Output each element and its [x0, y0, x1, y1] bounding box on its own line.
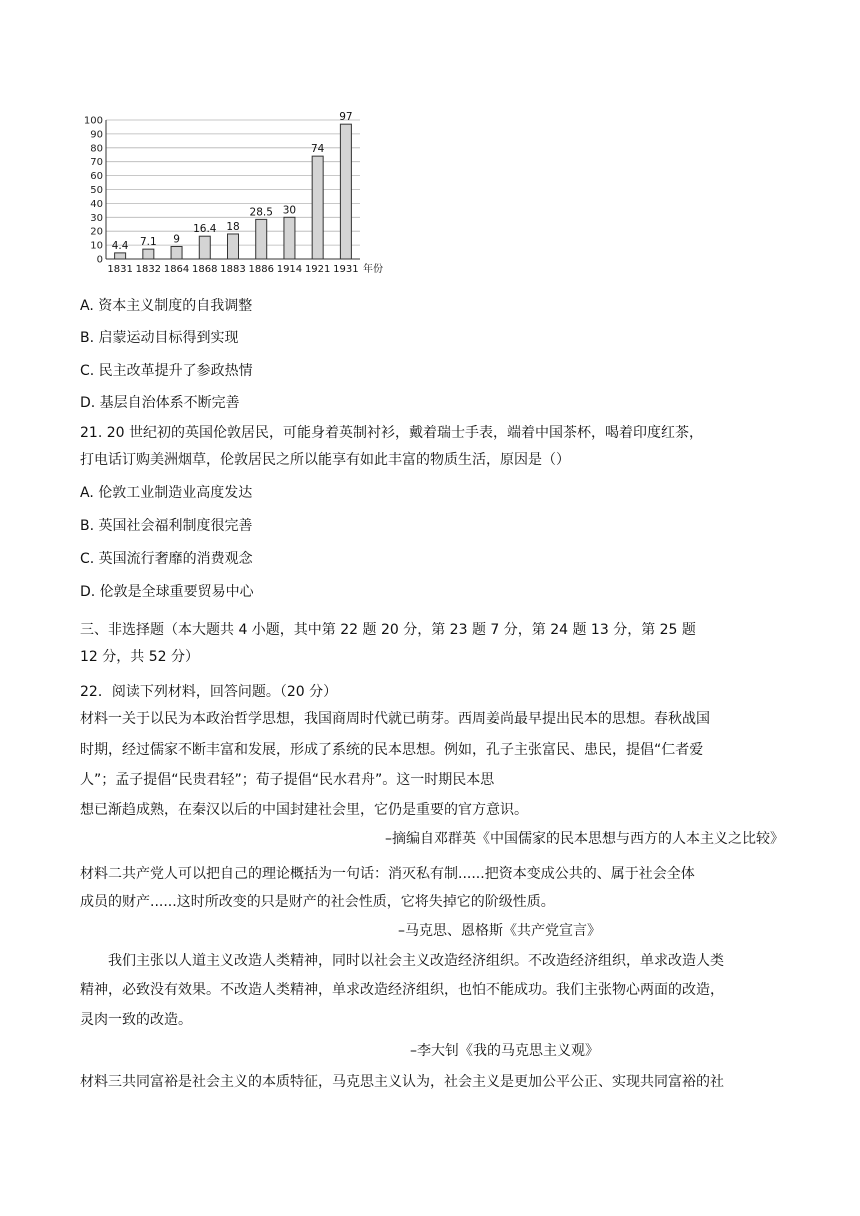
q21-option-c: C. 英国流行奢靡的消费观念	[80, 551, 253, 567]
y-tick-label: 70	[90, 157, 103, 169]
x-axis-label: 年份	[363, 264, 383, 274]
bar	[199, 236, 210, 259]
q20-option-c: C. 民主改革提升了参政热情	[80, 363, 253, 379]
bar-value-label: 7.1	[139, 236, 157, 249]
bar-value-label: 30	[282, 204, 297, 217]
material1-line2: 时期，经过儒家不断丰富和发展，形成了系统的民本思想。例如，孔子主张富民、患民，提倡“仁者爱	[80, 742, 704, 758]
material1-source: –摘编自邓群英《中国儒家的民本思想与西方的人本主义之比较》	[385, 831, 784, 847]
material2-source: –马克思、恩格斯《共产党宣言》	[398, 923, 601, 939]
bar-value-label: 28.5	[249, 206, 273, 219]
bar-value-label: 4.4	[111, 239, 129, 252]
x-tick-label: 1864	[163, 264, 190, 274]
q20-option-a: A. 资本主义制度的自我调整	[80, 298, 253, 314]
y-tick-label: 100	[83, 115, 103, 127]
bar-value-label: 74	[310, 143, 325, 156]
y-tick-label: 40	[90, 198, 103, 210]
x-tick-label: 1921	[304, 264, 331, 274]
section3-heading-line1: 三、非选择题（本大题共 4 小题，其中第 22 题 20 分，第 23 题 7 分，第 24 题 13 分，第 25 题	[80, 622, 696, 638]
x-tick-label: 1832	[135, 264, 162, 274]
bar	[143, 249, 154, 259]
y-tick-label: 10	[90, 240, 103, 252]
material2-line1: 材料二共产党人可以把自己的理论概括为一句话：消灭私有制......把资本变成公共的、属于社会全体	[80, 866, 695, 882]
section3-heading-line2: 12 分，共 52 分）	[80, 649, 199, 665]
bar	[284, 217, 295, 259]
bar	[171, 246, 182, 259]
y-tick-label: 30	[90, 212, 103, 224]
material2b-line2: 精神，必致没有效果。不改造人类精神，单求改造经济组织，也怕不能成功。我们主张物心两面的改造，	[80, 982, 724, 998]
material2b-source: –李大钊《我的马克思主义观》	[410, 1043, 599, 1059]
material1-line3: 人”；孟子提倡“民贵君轻”；荀子提倡“民水君舟”。这一时期民本思	[80, 772, 495, 788]
x-tick-label: 1883	[220, 264, 246, 274]
q20-option-d: D. 基层自治体系不断完善	[80, 395, 240, 411]
material2-line2: 成员的财产......这时所改变的只是财产的社会性质，它将失掉它的阶级性质。	[80, 894, 555, 910]
bar-chart	[78, 108, 398, 274]
q21-option-a: A. 伦敦工业制造业高度发达	[80, 485, 253, 501]
bar-value-label: 16.4	[193, 223, 217, 236]
q21-option-d: D. 伦敦是全球重要贸易中心	[80, 584, 254, 600]
material1-line1: 材料一关于以民为本政治哲学思想，我国商周时代就已萌芽。西周姜尚最早提出民本的思想。春秋战国	[80, 711, 710, 727]
bar	[340, 124, 351, 259]
y-tick-label: 60	[90, 171, 103, 183]
x-tick-label: 1931	[333, 264, 359, 274]
bar	[115, 253, 126, 259]
y-tick-label: 20	[90, 226, 103, 238]
q22-stem: 22．阅读下列材料，回答问题。（20 分）	[80, 684, 338, 700]
q21-stem-line2: 打电话订购美洲烟草，伦敦居民之所以能享有如此丰富的物质生活，原因是（）	[80, 452, 570, 468]
bar-value-label: 97	[339, 111, 353, 124]
x-tick-label: 1914	[276, 264, 303, 274]
x-tick-label: 1868	[192, 264, 218, 274]
bar-value-label: 18	[226, 220, 240, 233]
material3-line1: 材料三共同富裕是社会主义的本质特征，马克思主义认为，社会主义是更加公平公正、实现共同富裕的社	[80, 1074, 724, 1090]
y-tick-label: 0	[96, 254, 103, 266]
q21-option-b: B. 英国社会福利制度很完善	[80, 518, 253, 534]
x-tick-label: 1831	[107, 264, 133, 274]
bar	[312, 156, 323, 259]
bar	[228, 234, 239, 259]
q20-option-b: B. 启蒙运动目标得到实现	[80, 330, 239, 346]
material2b-line3: 灵肉一致的改造。	[80, 1012, 192, 1028]
material2b-line1: 我们主张以人道主义改造人类精神，同时以社会主义改造经济组织。不改造经济组织，单求改造人类	[108, 953, 724, 969]
bar-value-label: 9	[173, 233, 180, 246]
y-tick-label: 50	[90, 185, 103, 196]
y-tick-label: 80	[90, 143, 103, 155]
y-tick-label: 90	[90, 129, 103, 141]
x-tick-label: 1886	[248, 264, 274, 274]
bar	[256, 219, 267, 259]
material1-line4: 想已渐趋成熟，在秦汉以后的中国封建社会里，它仍是重要的官方意识。	[80, 802, 528, 818]
q21-stem-line1: 21. 20 世纪初的英国伦敦居民，可能身着英制衬衫，戴着瑞士手表，端着中国茶杯，喝着印度红茶，	[80, 425, 703, 441]
